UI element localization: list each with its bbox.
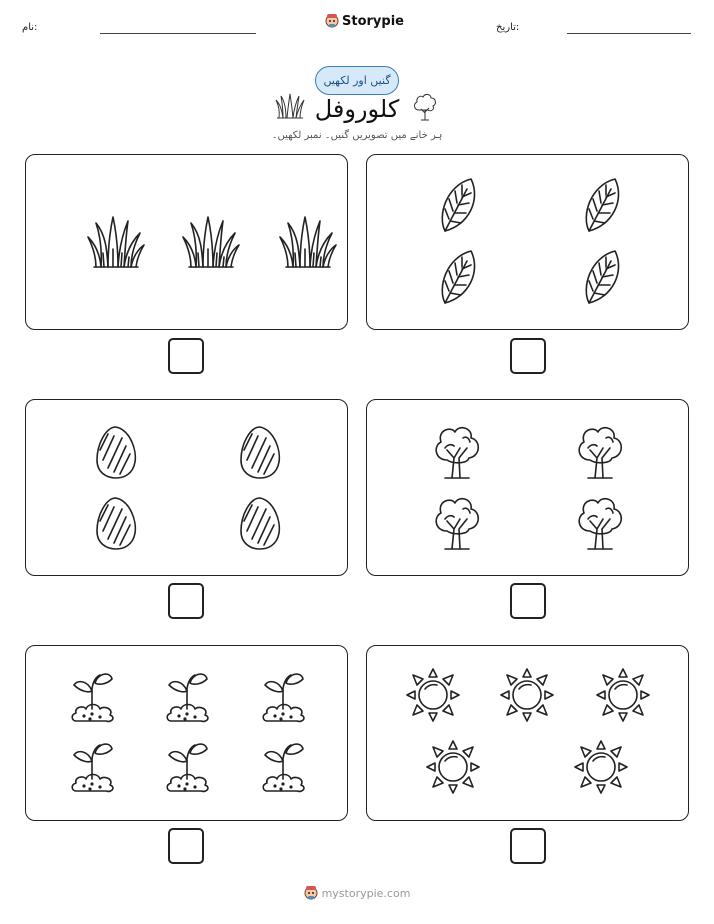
- tree-icon: [579, 428, 621, 478]
- seed-icon: [241, 427, 279, 478]
- count-card-tree: [366, 399, 689, 576]
- brand-logo: [325, 13, 404, 29]
- name-label: نام:: [22, 22, 38, 33]
- storypie-mascot-icon: [325, 13, 339, 29]
- seed-icon: [241, 498, 279, 549]
- sun-icon: [427, 741, 479, 793]
- sun-pictogram-group: [367, 646, 687, 819]
- sprout-icon: [72, 674, 113, 721]
- sun-icon: [575, 741, 627, 793]
- grass-pictogram-group: [26, 155, 346, 328]
- sun-icon: [501, 669, 553, 721]
- leaf-icon: [442, 179, 474, 231]
- tree-icon: [579, 499, 621, 549]
- sprout-icon: [72, 744, 113, 791]
- sprout-icon: [263, 674, 304, 721]
- count-card-seed: [25, 399, 348, 576]
- sprout-icon: [167, 744, 208, 791]
- footer: [0, 885, 714, 901]
- leaf-icon: [442, 251, 474, 303]
- sprout-pictogram-group: [26, 646, 346, 819]
- date-label: تاریخ:: [496, 22, 520, 33]
- footer-url[interactable]: mystorypie.com: [321, 886, 411, 900]
- name-line[interactable]: [100, 33, 256, 34]
- count-card-leaf: [366, 154, 689, 330]
- answer-box-leaf[interactable]: [510, 338, 546, 374]
- sun-icon: [407, 669, 459, 721]
- tree-icon: [412, 93, 438, 121]
- sprout-icon: [263, 744, 304, 791]
- answer-box-sun[interactable]: [510, 828, 546, 864]
- seed-icon: [97, 498, 135, 549]
- grass-icon: [280, 217, 336, 267]
- leaf-icon: [586, 179, 618, 231]
- tree-pictogram-group: [367, 400, 687, 573]
- date-line[interactable]: [567, 33, 691, 34]
- count-card-grass: [25, 154, 348, 330]
- storypie-mascot-icon: [304, 885, 318, 901]
- grass-icon: [183, 217, 239, 267]
- seed-pictogram-group: [26, 400, 346, 573]
- activity-badge-label: گنیں اور لکھیں: [323, 74, 391, 87]
- seed-icon: [97, 427, 135, 478]
- leaf-icon: [586, 251, 618, 303]
- leaf-pictogram-group: [367, 155, 687, 328]
- answer-box-seed[interactable]: [168, 583, 204, 619]
- answer-box-tree[interactable]: [510, 583, 546, 619]
- worksheet-title: کلوروفل: [314, 95, 400, 123]
- sun-icon: [597, 669, 649, 721]
- tree-icon: [436, 499, 478, 549]
- brand-name: Storypie: [342, 13, 404, 29]
- sprout-icon: [167, 674, 208, 721]
- answer-box-sprout[interactable]: [168, 828, 204, 864]
- answer-box-grass[interactable]: [168, 338, 204, 374]
- count-card-sun: [366, 645, 689, 821]
- tree-icon: [436, 428, 478, 478]
- activity-badge: [315, 66, 399, 95]
- grass-icon: [88, 217, 144, 267]
- worksheet-instruction: ہر خانے میں تصویریں گنیں۔ نمبر لکھیں۔: [271, 130, 443, 141]
- count-card-sprout: [25, 645, 348, 821]
